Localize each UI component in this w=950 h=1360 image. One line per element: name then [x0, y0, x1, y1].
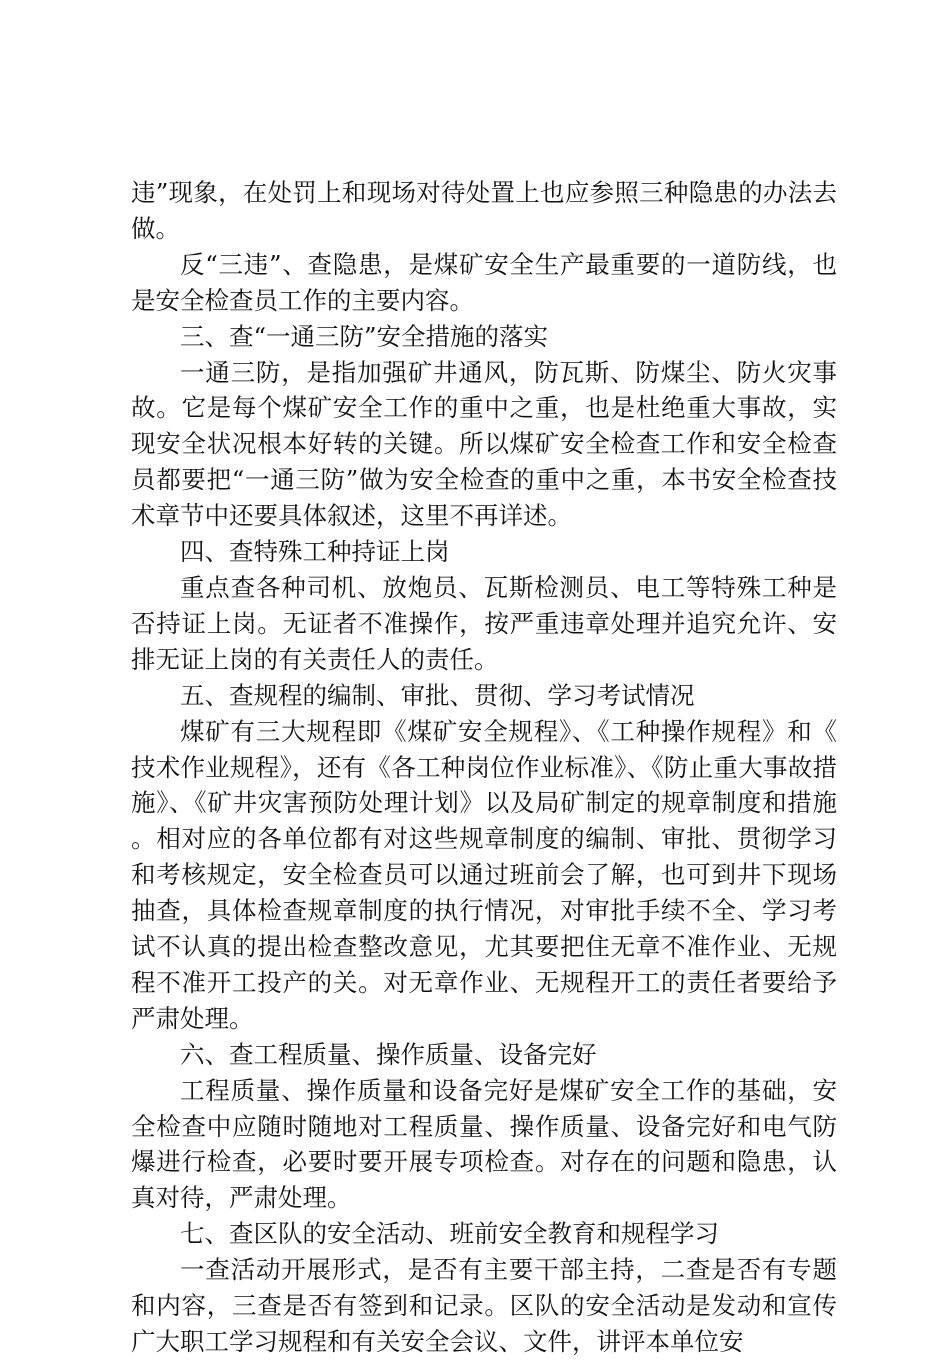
paragraph-safety-activities: 一查活动开展形式，是否有主要干部主持，二查是否有专题和内容，三查是否有签到和记录。区队的安全活动是发动和宣传广大职工学习规程和有关安全会议、文件，讲评本单位安: [131, 1255, 837, 1356]
paragraph-continuation: 违”现象，在处罚上和现场对待处置上也应参照三种隐患的办法去做。: [131, 178, 837, 243]
section-heading-four: 四、查特殊工种持证上岗: [180, 537, 450, 567]
section-heading-three: 三、查“一通三防”安全措施的落实: [180, 321, 549, 351]
paragraph-quality: 工程质量、操作质量和设备完好是煤矿安全工作的基础，安全检查中应随时随地对工程质量、操作质量、设备完好和电气防爆进行检查，必要时要开展专项检查。对存在的问题和隐患，认真对待，严肃处理。: [131, 1075, 837, 1213]
section-heading-six: 六、查工程质量、操作质量、设备完好: [180, 1039, 597, 1069]
document-body: [131, 175, 837, 1360]
paragraph-certification: 重点查各种司机、放炮员、瓦斯检测员、电工等特殊工种是否持证上岗。无证者不准操作，按严重违章处理并追究允许、安排无证上岗的有关责任人的责任。: [131, 572, 837, 674]
paragraph-ventilation: 一通三防，是指加强矿井通风，防瓦斯、防煤尘、防火灾事故。它是每个煤矿安全工作的重中之重，也是杜绝重大事故，实现安全状况根本好转的关键。所以煤矿安全检查工作和安全检查员都要把“一通三防”做为安全检查的重中之重，本书安全检查技术章节中还要具体叙述，这里不再详述。: [131, 357, 837, 531]
section-heading-seven: 七、查区队的安全活动、班前安全教育和规程学习: [180, 1219, 719, 1249]
section-heading-five: 五、查规程的编制、审批、贯彻、学习考试情况: [180, 680, 695, 710]
paragraph-anti-violation: 反“三违”、查隐患，是煤矿安全生产最重要的一道防线，也是安全检查员工作的主要内容。: [131, 249, 837, 315]
paragraph-regulations: 煤矿有三大规程即《煤矿安全规程》、《工种操作规程》和《技术作业规程》，还有《各工种岗位作业标准》、《防止重大事故措施》、《矿井灾害预防处理计划》以及局矿制定的规章制度和措施。相对应的各单位都有对这些规章制度的编制、审批、贯彻学习和考核规定，安全检查员可以通过班前会了解，也可到井下现场抽查，具体检查规章制度的执行情况，对审批手续不全、学习考试不认真的提出检查整改意见，尤其要把住无章不准作业、无规程不准开工投产的关。对无章作业、无规程开工的责任者要给予严肃处理。: [131, 716, 837, 1033]
